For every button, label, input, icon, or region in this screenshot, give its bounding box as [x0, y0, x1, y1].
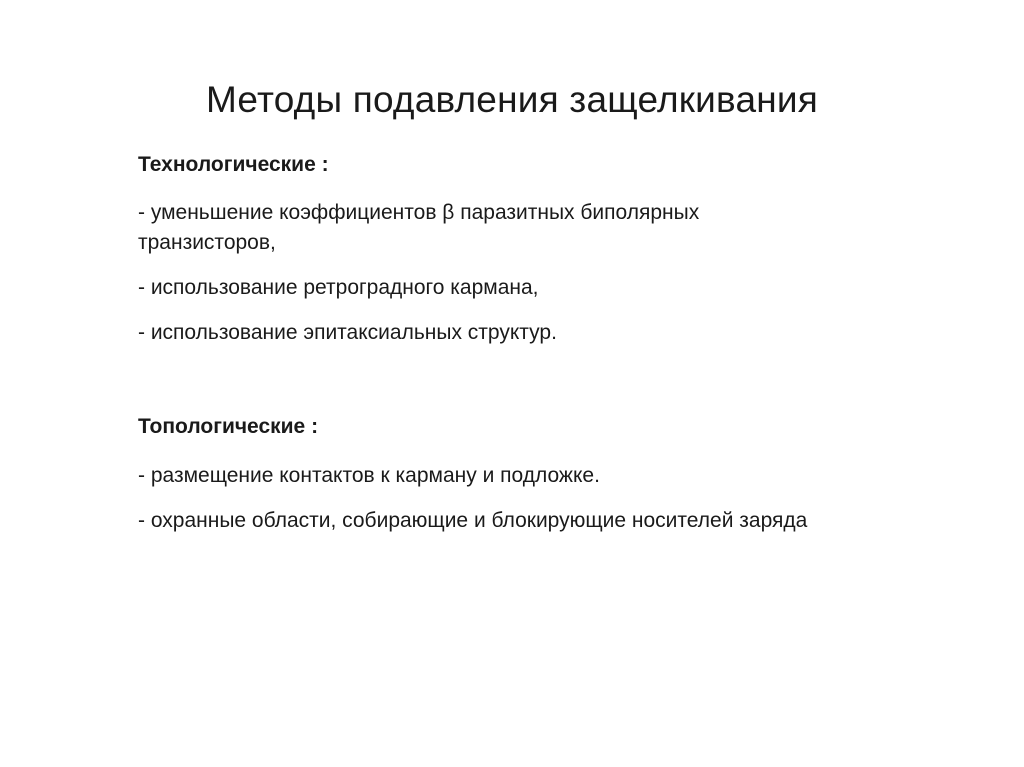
section-heading: Топологические :: [138, 415, 319, 438]
list-item: - использование ретроградного кармана,: [138, 276, 539, 299]
section-topological: [138, 414, 978, 551]
list-item: - охранные области, собирающие и блокирующие носителей заряда: [138, 509, 808, 532]
section-technological: [138, 152, 978, 363]
list-item: - уменьшение коэффициентов β паразитных биполярных транзисторов,: [138, 201, 700, 254]
slide-title: Методы подавления защелкивания: [205, 79, 819, 120]
list-item: - размещение контактов к карману и подложке.: [138, 464, 600, 487]
list-item: - использование эпитаксиальных структур.: [138, 321, 557, 344]
section-heading: Технологические :: [138, 153, 329, 176]
